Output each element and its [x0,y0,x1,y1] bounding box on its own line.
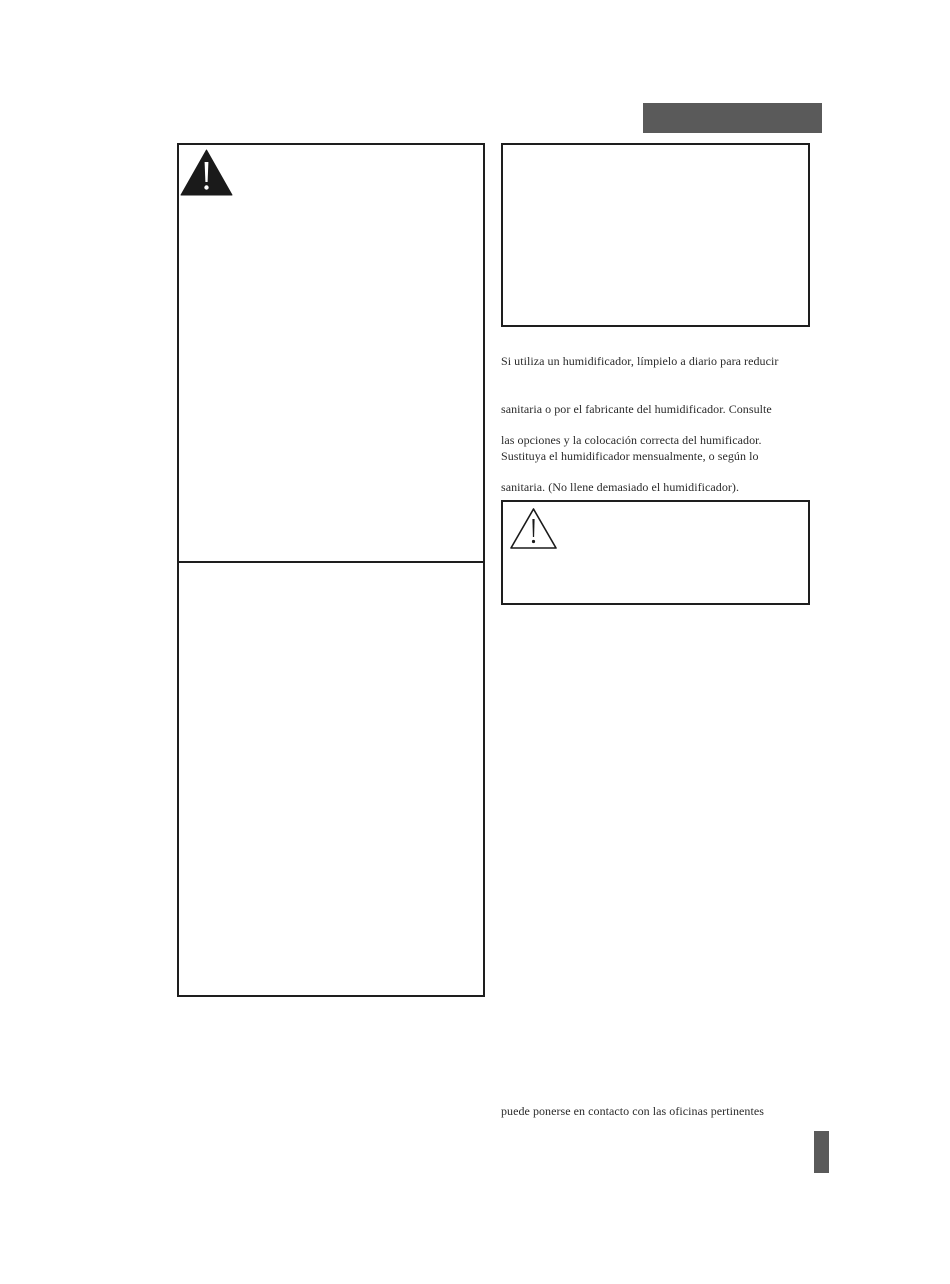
info-box-right [501,143,810,327]
paragraph-line: Sustituya el humidificador mensualmente, o según lo [501,449,759,463]
paragraph-line: Si utiliza un humidificador, límpielo a diario para reducir [501,354,779,368]
info-box-left [177,561,485,997]
footer-text: puede ponerse en contacto con las oficinas pertinentes [501,1104,764,1118]
warning-triangle-icon [180,149,233,196]
paragraph-line: sanitaria o por el fabricante del humidificador. Consulte [501,402,772,416]
page-side-tab [814,1131,829,1173]
paragraph-line: las opciones y la colocación correcta del humificador. [501,433,762,447]
caution-triangle-icon [509,507,558,550]
section-header-bar [643,103,822,133]
warning-box [177,143,485,563]
paragraph-line: sanitaria. (No llene demasiado el humidificador). [501,480,740,494]
